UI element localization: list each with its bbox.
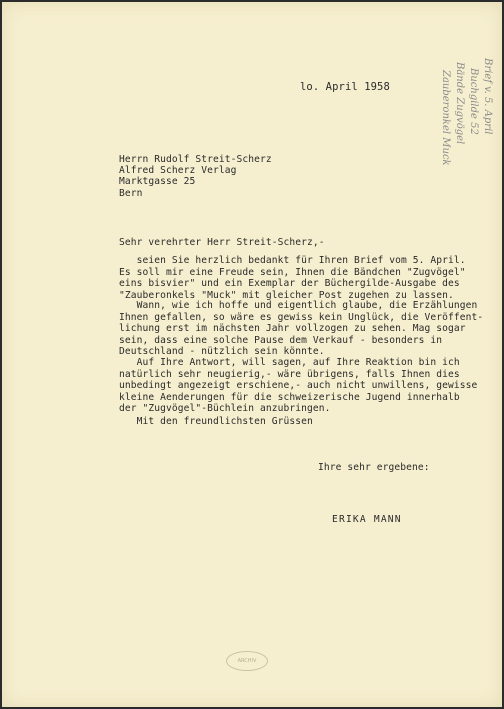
letter-date: lo. April 1958 (300, 81, 390, 93)
salutation: Sehr verehrter Herr Streit-Scherz,- (119, 237, 325, 248)
text-line: Wann, wie ich hoffe und eigentlich glaube, die Erzählungen (119, 300, 478, 311)
archive-stamp (226, 651, 268, 671)
closing-line: Ihre sehr ergebene: (318, 462, 430, 473)
text-line: Deutschland - nützlich sein könnte. (119, 346, 325, 357)
paragraph (119, 357, 477, 415)
text-line: seien Sie herzlich bedankt für Ihren Brief vom 5. April. (119, 255, 466, 266)
paragraph (119, 255, 466, 301)
address-line: Bern (119, 187, 143, 199)
text-line: lichung erst im nächsten Jahr vollzogen zu sehen. Mag sogar (119, 323, 466, 334)
margin-note: Bände Zugvögel (454, 62, 465, 145)
address-line: Alfred Scherz Verlag (119, 165, 237, 177)
margin-note: Brief v. 5. April (482, 58, 493, 135)
text-line: kleine Aenderungen für die schweizerische Jugend innerhalb (119, 391, 460, 403)
text-line: Auf Ihre Antwort, will sagen, auf Ihre Reaktion bin ich (119, 357, 460, 368)
margin-note: Buchgilde 52 (468, 68, 479, 135)
address-line: Herrn Rudolf Streit-Scherz (119, 154, 272, 165)
paragraph (119, 416, 313, 428)
text-line: Ihnen gefallen, so wäre es gewiss kein Unglück, die Veröffent- (119, 311, 484, 323)
text-line: "Zauberonkels "Muck" mit gleicher Post zugehen zu lassen. (119, 289, 454, 301)
text-line: sein, dass eine solche Pause dem Verkauf - besonders in (119, 334, 443, 346)
text-line: Mit den freundlichsten Grüssen (119, 416, 313, 427)
margin-note: Zauberonkel Muck (440, 70, 451, 166)
text-line: der "Zugvögel"-Büchlein anzubringen. (119, 403, 331, 414)
letter-page (2, 2, 502, 707)
text-line: natürlich sehr neugierig,- wäre übrigens, falls Ihnen dies (119, 368, 460, 380)
paragraph (119, 300, 483, 358)
address-line: Marktgasse 25 (119, 176, 196, 188)
stamp-text: ARCHIV (237, 657, 257, 664)
text-line: eins bisvier" und ein Exemplar der Büchergilde-Ausgabe des (119, 278, 460, 289)
signature: ERIKA MANN (332, 514, 402, 525)
pencil-margin-notes (407, 58, 497, 238)
text-line: Es soll mir eine Freude sein, Ihnen die Bändchen "Zugvögel" (119, 266, 466, 278)
recipient-address (119, 154, 272, 199)
text-line: unbedingt angezeigt erschiene,- auch nicht unwillens, gewisse (119, 380, 478, 391)
